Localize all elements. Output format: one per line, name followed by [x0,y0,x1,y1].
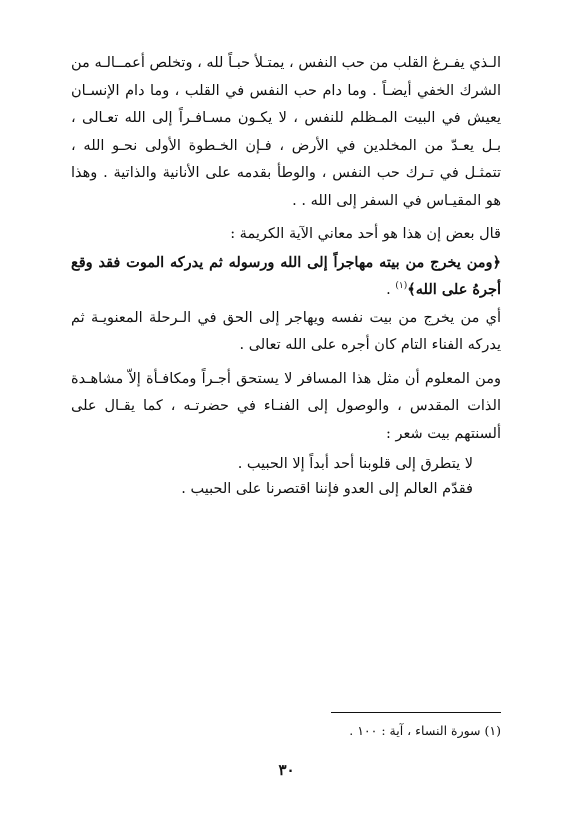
quran-verse [71,249,501,305]
quran-verse-text: ﴿ومن يخرج من بيته مهاجراً إلى الله ورسوله ثم يدركه الموت فقد وقع أجرهُ على الله﴾ [71,253,501,298]
footnote: (١) سورة النساء ، آية : ١٠٠ . [349,723,501,738]
paragraph-4: ومن المعلوم أن مثل هذا المسافر لا يستحق أجـراً ومكافـأة إلاّ مشاهـدة الذات المقدس ، والوصول إلى الفنـاء في حضرتـه ، كما يقـال على ألسنتهم بيت شعر : [71,370,501,442]
footnote-divider [331,712,501,713]
page-number: ٣٠ [278,761,295,779]
poem-line-2: فقدّم العالم إلى العدو فإننا اقتصرنا على الحبيب . [181,481,473,497]
page-body [71,50,501,502]
paragraph-2-intro: قال بعض إن هذا هو أحد معاني الآية الكريمة : [230,226,501,242]
footnote-marker[interactable]: (١) [395,281,408,292]
paragraph-1: الـذي يفـرغ القلب من حب النفس ، يمتـلأ حبـاً لله ، وتخلص أعمــالـه من الشرك الخفي أيضـاً . وما دام حب النفس في القلب ، وما دام الإنسـان يعيش في البيت المـظلم للنفس ، لا يكـون مسـافـراً إلى الله تعـالى ، بـل يعـدّ من المخلدين في الأرض ، فـإن الخـطوة الأولى نحـو الله ، تتمثـل في تـرك حب النفس ، والوطأ بقدمه على الأنانية والذاتية . وهذا هو المقيـاس في السفر إلى الله . . [71,55,501,209]
poem [71,452,473,502]
paragraph-3: أي من يخرج من بيت نفسه ويهاجر إلى الحق في الـرحلة المعنويـة ثم يدركه الفناء التام كان أجره على الله تعالى . [71,309,501,353]
poem-line-1: لا يتطرق إلى قلوبنا أحد أبداً إلا الحبيب . [237,456,473,472]
verse-end-punctuation: . [386,282,396,298]
